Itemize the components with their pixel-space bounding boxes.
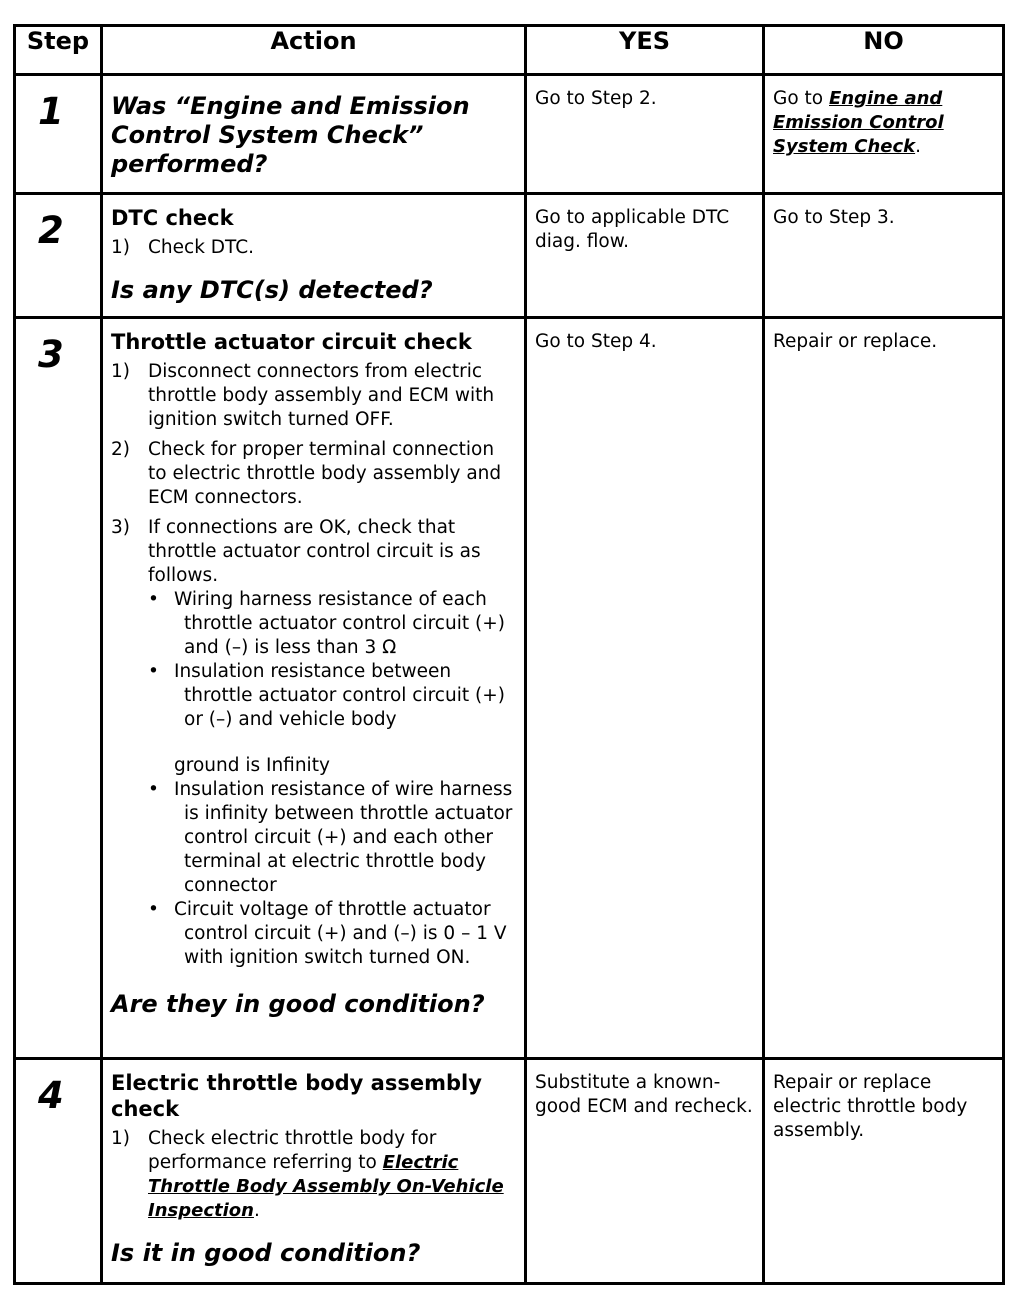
no-suffix: . [915, 136, 922, 157]
condition-item [148, 898, 514, 970]
step-label: 1) [111, 361, 130, 382]
bullet-icon: • [148, 661, 159, 682]
procedure-step [111, 360, 514, 432]
yes-cell: Go to Step 2. [526, 75, 764, 194]
step-number: 2 [15, 194, 102, 318]
step-text: Check for proper terminal connection to electric throttle body assembly and ECM connectors. [148, 439, 502, 508]
diagnostic-table [13, 24, 1005, 1285]
reference-link[interactable]: Electric Throttle Body Assembly On-Vehicle Inspection [148, 1152, 504, 1221]
question-text: Is any DTC(s) detected? [111, 276, 433, 304]
procedure-step [111, 438, 514, 510]
procedure-step [111, 516, 514, 970]
yes-cell: Go to Step 4. [526, 318, 764, 1059]
procedure-list [111, 236, 514, 260]
step-number: 3 [15, 318, 102, 1059]
step-suffix: . [253, 1200, 260, 1221]
condition-text: Insulation resistance of wire harness is infinity between throttle actuator control circuit (+) and each other terminal at electric throttle body connector [174, 779, 513, 896]
condition-text: Insulation resistance between throttle actuator control circuit (+) or (–) and vehicle body [174, 661, 505, 730]
question-text: Was “Engine and Emission Control System Check” performed? [111, 92, 470, 178]
step-text: Check electric throttle body for performance referring to [148, 1128, 437, 1173]
action-title: DTC check [111, 206, 234, 230]
condition-text: Circuit voltage of throttle actuator control circuit (+) and (–) is 0 – 1 V with ignition switch turned ON. [174, 899, 507, 968]
table-row [15, 1059, 1004, 1284]
header-no: NO [764, 26, 1004, 75]
no-cell: Repair or replace. [764, 318, 1004, 1059]
step-label: 1) [111, 237, 130, 258]
procedure-step [111, 1127, 514, 1223]
action-title: Electric throttle body assembly check [111, 1071, 482, 1121]
no-cell [764, 75, 1004, 194]
header-row [15, 26, 1004, 75]
header-yes: YES [526, 26, 764, 75]
action-cell [102, 318, 526, 1059]
procedure-list [111, 360, 514, 970]
header-action: Action [102, 26, 526, 75]
action-cell [102, 194, 526, 318]
procedure-list [111, 1127, 514, 1223]
step-label: 1) [111, 1128, 130, 1149]
condition-text: Wiring harness resistance of each throttle actuator control circuit (+) and (–) is less than 3 Ω [174, 589, 505, 658]
action-cell [102, 75, 526, 194]
condition-item [148, 660, 514, 778]
reference-link[interactable]: Engine and Emission Control System Check [773, 88, 944, 157]
step-text: If connections are OK, check that throttle actuator control circuit is as follows. [148, 517, 481, 586]
no-prefix: Go to [773, 88, 829, 109]
step-label: 2) [111, 439, 130, 460]
condition-item [148, 588, 514, 660]
bullet-icon: • [148, 589, 159, 610]
table-row [15, 194, 1004, 318]
step-text: Disconnect connectors from electric throttle body assembly and ECM with ignition switch turned OFF. [148, 361, 495, 430]
procedure-step [111, 236, 514, 260]
yes-cell: Substitute a known-good ECM and recheck. [526, 1059, 764, 1284]
question-text: Are they in good condition? [111, 990, 485, 1018]
bullet-icon: • [148, 779, 159, 800]
no-cell: Go to Step 3. [764, 194, 1004, 318]
action-title: Throttle actuator circuit check [111, 330, 472, 354]
step-number: 4 [15, 1059, 102, 1284]
no-cell: Repair or replace electric throttle body assembly. [764, 1059, 1004, 1284]
step-label: 3) [111, 517, 130, 538]
table-row [15, 318, 1004, 1059]
bullet-icon: • [148, 899, 159, 920]
action-cell [102, 1059, 526, 1284]
table-row [15, 75, 1004, 194]
condition-item [148, 778, 514, 898]
yes-cell: Go to applicable DTC diag. flow. [526, 194, 764, 318]
question-text: Is it in good condition? [111, 1239, 421, 1267]
step-text: Check DTC. [148, 237, 255, 258]
condition-text-cont: ground is Infinity [174, 755, 330, 776]
step-number: 1 [15, 75, 102, 194]
header-step: Step [15, 26, 102, 75]
condition-list [148, 588, 514, 970]
